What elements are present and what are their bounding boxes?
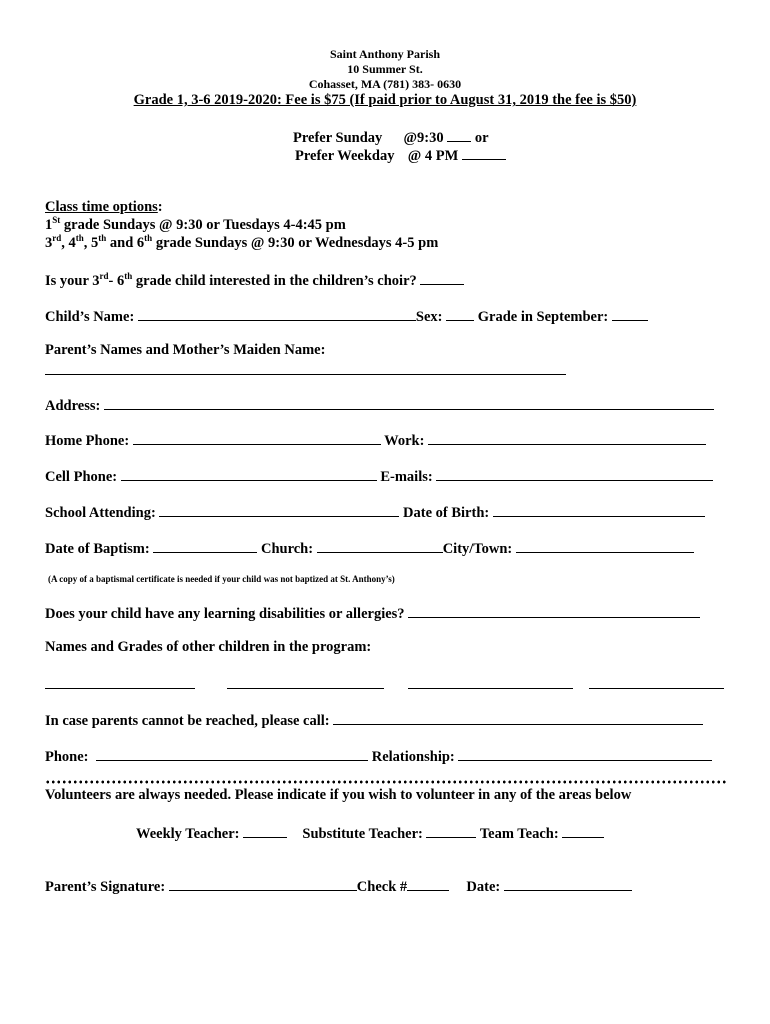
choir-q-b: - 6 — [108, 273, 125, 289]
emergency-phone-field[interactable] — [96, 746, 368, 761]
check-number-field[interactable] — [407, 876, 449, 891]
team-teach-label: Team Teach: — [479, 826, 559, 842]
church-field[interactable] — [317, 538, 443, 553]
relationship-field[interactable] — [458, 746, 712, 761]
parish-street: 10 Summer St. — [347, 62, 423, 76]
prefer-sunday-time: @9:30 — [403, 130, 444, 146]
baptism-row — [45, 538, 694, 558]
address-row — [45, 395, 714, 415]
sex-field[interactable] — [446, 306, 474, 321]
child-name-row — [45, 306, 648, 326]
baptism-note: (A copy of a baptismal certificate is needed if your child was not baptized at St. Anthony’s) — [48, 574, 395, 584]
grade-september-label: Grade in September: — [477, 309, 609, 325]
class-time-grade1 — [45, 217, 346, 234]
class-time-heading-colon: : — [157, 199, 163, 215]
emergency-field[interactable] — [333, 710, 703, 725]
g3-sup: rd — [52, 233, 62, 244]
home-phone-label: Home Phone: — [45, 433, 130, 449]
prefer-sunday-or: or — [474, 130, 489, 146]
check-number-label: Check # — [356, 879, 408, 895]
emergency-label: In case parents cannot be reached, please call: — [45, 713, 330, 729]
g4: , 4 — [61, 235, 76, 251]
city-town-label: City/Town: — [442, 541, 513, 557]
volunteer-text: Volunteers are always needed. Please indicate if you wish to volunteer in any of the areas below — [45, 787, 632, 803]
child-name-field[interactable] — [138, 306, 416, 321]
g4-sup: th — [75, 233, 84, 244]
choir-question — [45, 270, 464, 290]
signature-row — [45, 876, 632, 896]
weekly-teacher-field[interactable] — [243, 823, 287, 838]
grade1-sup: St — [52, 215, 61, 226]
class-time-heading-text: Class time options — [45, 199, 158, 215]
baptism-date-field[interactable] — [153, 538, 257, 553]
parish-name: Saint Anthony Parish — [329, 47, 441, 61]
other-child-field[interactable] — [227, 688, 384, 689]
emergency-phone-row — [45, 746, 712, 766]
address-field[interactable] — [104, 395, 714, 410]
grade-september-field[interactable] — [612, 306, 648, 321]
choir-q-a-sup: rd — [99, 271, 109, 282]
grade1-num: 1 — [45, 217, 53, 233]
weekly-teacher-label: Weekly Teacher: — [136, 826, 240, 842]
prefer-weekday-row — [295, 145, 506, 165]
parents-names-label: Parent’s Names and Mother’s Maiden Name: — [45, 342, 326, 358]
disabilities-row — [45, 603, 700, 623]
church-label: Church: — [260, 541, 314, 557]
g5-sup: th — [98, 233, 107, 244]
emails-label: E-mails: — [380, 469, 433, 485]
prefer-weekday-time: @ 4 PM — [407, 148, 459, 164]
school-row — [45, 502, 705, 522]
class-time-grades-3-6 — [45, 235, 438, 252]
team-teach-field[interactable] — [562, 823, 604, 838]
home-phone-field[interactable] — [133, 430, 381, 445]
emails-field[interactable] — [436, 466, 713, 481]
g6-sup: th — [144, 233, 153, 244]
disabilities-label: Does your child have any learning disabilities or allergies? — [45, 606, 405, 622]
other-child-field[interactable] — [408, 688, 573, 689]
volunteer-options-row — [136, 823, 604, 843]
date-field[interactable] — [504, 876, 632, 891]
parish-city-phone: Cohasset, MA (781) 383- 0630 — [308, 77, 462, 91]
school-label: School Attending: — [45, 505, 156, 521]
prefer-weekday-blank[interactable] — [462, 145, 506, 160]
other-children-label: Names and Grades of other children in the program: — [45, 639, 372, 655]
dob-label: Date of Birth: — [403, 505, 490, 521]
parent-signature-label: Parent’s Signature: — [45, 879, 166, 895]
other-child-field[interactable] — [45, 688, 195, 689]
prefer-sunday-row — [293, 127, 489, 147]
class-time-heading — [45, 199, 163, 216]
choir-q-b-sup: th — [124, 271, 133, 282]
substitute-teacher-field[interactable] — [426, 823, 476, 838]
school-field[interactable] — [159, 502, 399, 517]
work-label: Work: — [384, 433, 425, 449]
baptism-date-label: Date of Baptism: — [45, 541, 150, 557]
g3: 3 — [45, 235, 53, 251]
choir-q-c: grade child interested in the children’s choir? — [132, 273, 417, 289]
relationship-label: Relationship: — [371, 749, 455, 765]
choir-q-a: Is your 3 — [45, 273, 100, 289]
substitute-teacher-label: Substitute Teacher: — [302, 826, 423, 842]
other-child-field[interactable] — [589, 688, 724, 689]
emergency-row — [45, 710, 703, 730]
sex-label: Sex: — [415, 309, 443, 325]
disabilities-field[interactable] — [408, 603, 700, 618]
prefer-sunday-label: Prefer Sunday — [293, 130, 383, 146]
prefer-weekday-label: Prefer Weekday — [295, 148, 395, 164]
dob-field[interactable] — [493, 502, 705, 517]
prefer-sunday-blank[interactable] — [447, 127, 471, 142]
dotted-divider — [45, 780, 728, 784]
cell-phone-field[interactable] — [121, 466, 377, 481]
home-phone-row — [45, 430, 706, 450]
city-town-field[interactable] — [516, 538, 694, 553]
grade1-text: grade Sundays @ 9:30 or Tuesdays 4-4:45 pm — [60, 217, 346, 233]
cell-phone-row — [45, 466, 713, 486]
date-label: Date: — [466, 879, 501, 895]
g5: , 5 — [83, 235, 99, 251]
child-name-label: Child’s Name: — [45, 309, 135, 325]
work-field[interactable] — [428, 430, 706, 445]
form-title: Grade 1, 3-6 2019-2020: Fee is $75 (If paid prior to August 31, 2019 the fee is $50) — [133, 92, 637, 108]
emergency-phone-label: Phone: — [45, 749, 89, 765]
cell-phone-label: Cell Phone: — [45, 469, 118, 485]
parent-signature-field[interactable] — [169, 876, 357, 891]
address-label: Address: — [45, 398, 101, 414]
choir-blank[interactable] — [420, 270, 464, 285]
grades-text: grade Sundays @ 9:30 or Wednesdays 4-5 pm — [152, 235, 439, 251]
parents-names-field[interactable] — [45, 374, 566, 375]
g6: and 6 — [106, 235, 145, 251]
